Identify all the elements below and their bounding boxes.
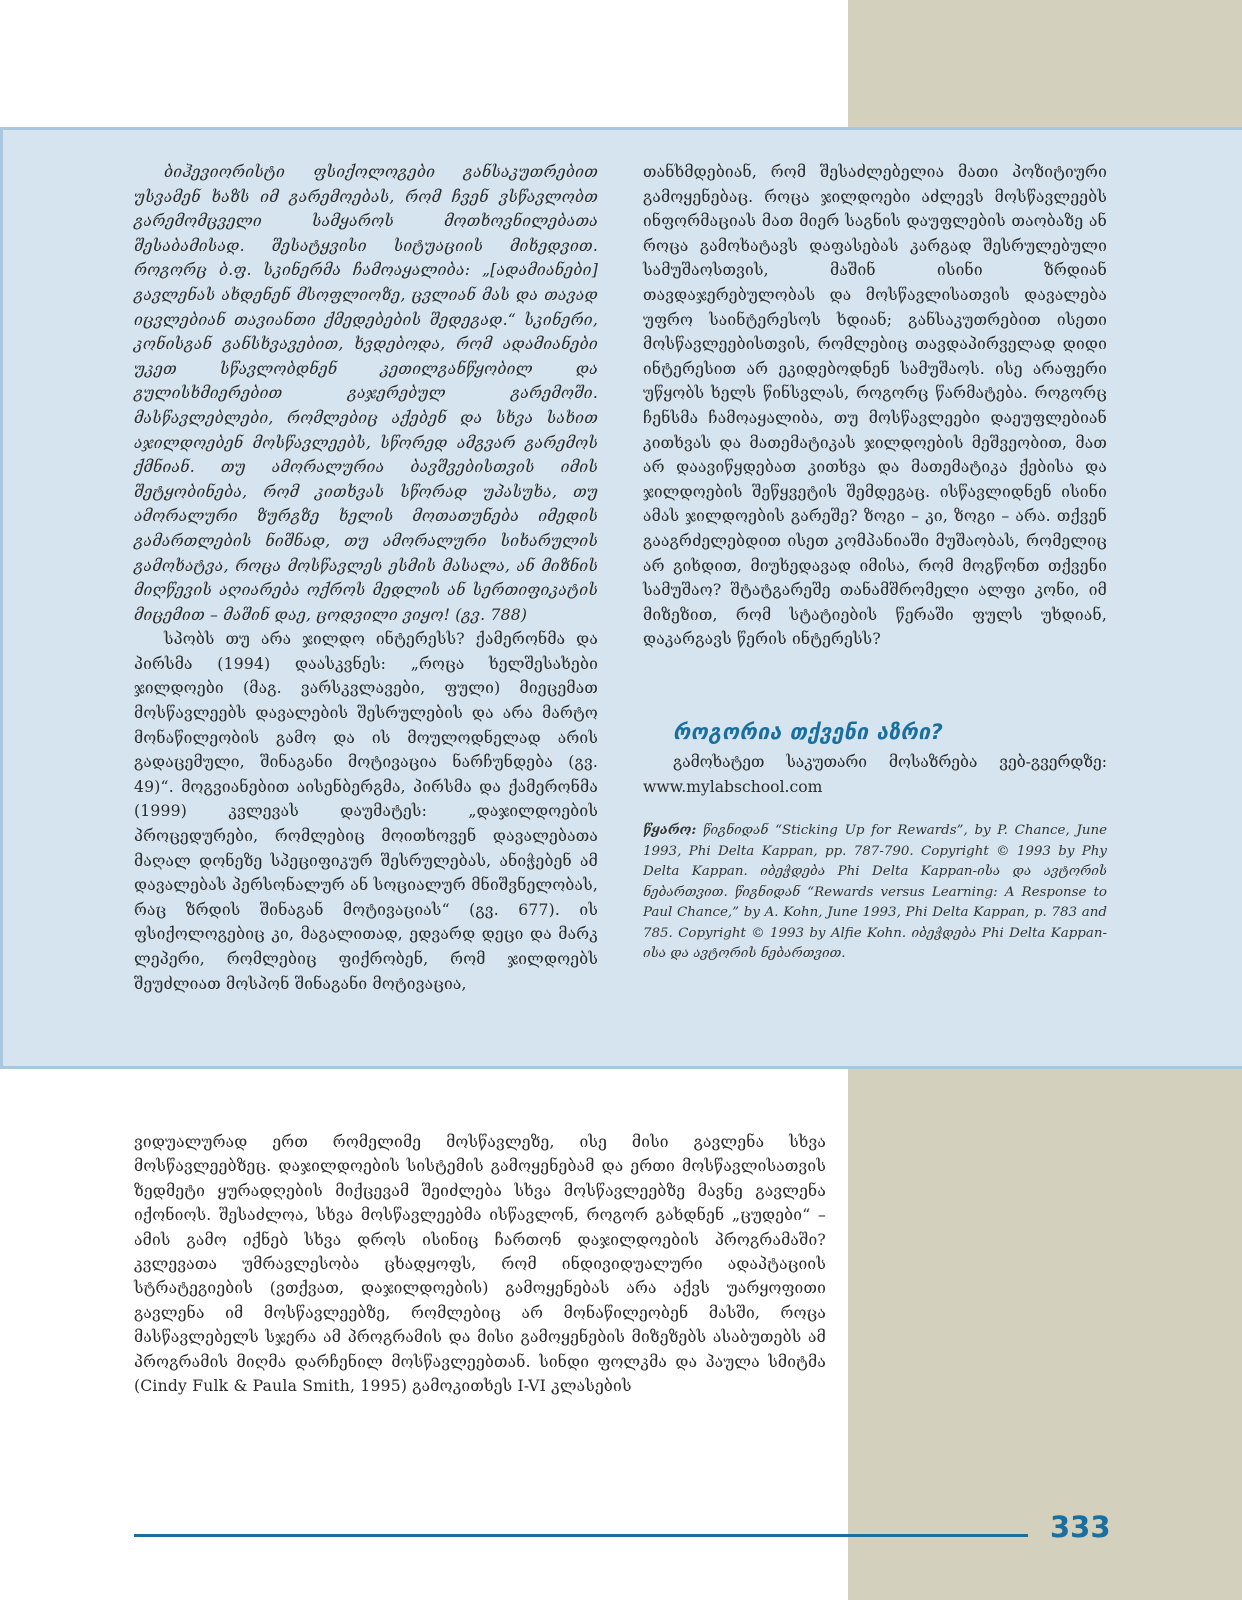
left-paragraph: სპობს თუ არა ჯილდო ინტერესს? ქამერონმა და პირსმა (1994) დაასკვნეს: „როცა ხელშესახები ჯილდოები (მაგ. ვარსკვლავები, ფული) მიეცემათ მოსწავლეებს დავალების შესრულების და არა მარტო მონაწილეობის გამო და ის მოულოდნელად არის გადაცემული, შინაგანი მოტივაცია ნარჩუნდება (გვ. 49)“. მოგვიანებით აისენბერგმა, პირსმა და ქამერონმა (1999) კვლევას დაუმატეს: „დაჯილდოების პროცედურები, რომლებიც მოითხოვენ დავალებათა მაღალ დონეზე სპეციფიკურ შესრულებას, ანიჭებენ ამ დავალებას პერსონალურ ან სოციალურ მნიშვნელობას, რაც ზრდის შინაგან მოტივაციას“ (გვ. 677). ის ფსიქოლოგებიც კი, მაგალითად, ედვარდ დეცი და მარკ ლეპერი, რომლებიც ფიქრობენ, რომ ჯილდოებს შეუძლიათ მოსპონ შინაგანი მოტივაცია, — [134, 630, 598, 993]
source-text: წიგნიდან “Sticking Up for Rewards”, by P. Chance, June 1993, Phi Delta Kappan, pp. 787-790. Copyright © 1993 by Phy Delta Kappan. იბეჭდება Phi Delta Kappan-ისა და ავტორის ნებართვით. წიგნიდან “Rewards versus Learning: A Response to Paul Chance,” by A. Kohn, June 1993, Phi Delta Kappan, p. 783 and 785. Copyright © 1993 by Alfie Kohn. იბეჭდება Phi Delta Kappan-ისა და ავტორის ნებართვით. — [643, 823, 1108, 961]
feature-right-column — [643, 160, 1107, 652]
body-text: ვიდუალურად ერთ რომელიმე მოსწავლეზე, ისე მისი გავლენა სხვა მოსწავლეებზეც. დაჯილდოების სისტემის გამოყენებამ და ერთი მოსწავლისათვის ზედმეტი ყურადღების მიქცევამ შეიძლება სხვა მოსწავლეებზე მავნე გავლენა იქონიოს. შესაძლოა, სხვა მოსწავლეებმა ისწავლონ, როგორ გახდნენ „ცუდები“ – ამის გამო იქნებ სხვა დროს ისინიც ჩართონ დაჯილდოების პროგრამაში? კვლევათა უმრავლესობა ცხადყოფს, რომ ინდივიდუალური ადაპტაციის სტრატეგიების (ვთქვათ, დაჯილდოების) გამოყენებას არა აქვს უარყოფითი გავლენა იმ მოსწავლეებზე, რომლებიც არ მონაწილეობენ მასში, როცა მასწავლებელს სჯერა ამ პროგრამის და მისი გამოყენების მიზეზებს ასაბუთებს ამ პროგრამის მიღმა დარჩენილ მოსწავლეებთან. სინდი ფოლკმა და პაულა სმიტმა (Cindy Fulk & Paula Smith, 1995) გამოკითხეს I-VI კლასების — [134, 1133, 826, 1396]
source-note — [643, 820, 1107, 965]
opinion-text: გამოხატეთ საკუთარი მოსაზრება ვებ-გვერდზე: www.mylabschool.com — [643, 753, 1107, 796]
page-number: 333 — [1050, 1510, 1111, 1544]
source-label: წყარო: — [643, 822, 697, 838]
right-paragraph: თანხმდებიან, რომ შესაძლებელია მათი პოზიტიური გამოყენებაც. როცა ჯილდოები აძლევს მოსწავლეებს ინფორმაციას მათ მიერ საგნის დაუფლების თაობაზე ან როცა გამოხატავს დაფასებას კარგად შესრულებული სამუშაოსთვის, მაშინ ისინი ზრდიან თავდაჯერებულობას და მოსწავლისათვის დავალება უფრო საინტერესოს ხდიან; განსაკუთრებით ისეთი მოსწავლეებისთვის, რომლებიც თავდაპირველად დიდი ინტერესით არ ეკიდებოდნენ სამუშაოს. ისე არაფერი უწყობს ხელს წინსვლას, როგორც წარმატება. როგორც ჩენსმა ჩამოაყალიბა, თუ მოსწავლეები დაეუფლებიან კითხვას და მათემატიკას ჯილდოების მეშვეობით, მათ არ დაავიწყდებათ კითხვა და მათემატიკა ქებისა და ჯილდოების შეწყვეტის შემდეგაც. ისწავლიდნენ ისინი ამას ჯილდოების გარეშე? ზოგი – კი, ზოგი – არა. თქვენ გააგრძელებდით ისეთ კომპანიაში მუშაობას, რომელიც არ გიხდით, მიუხედავად იმისა, რომ მოგწონთ თქვენი სამუშაო? შტატგარეშე თანამშრომელი ალფი კონი, იმ მიზეზით, რომ სტატიების წერაში ფულს უხდიან, დაკარგავს წერის ინტერესს? — [643, 163, 1107, 649]
opinion-title: როგორია თქვენი აზრი? — [673, 720, 944, 744]
feature-left-column — [134, 160, 598, 996]
footer-rule — [134, 1534, 1028, 1537]
skinner-quote: ბიჰევიორისტი ფსიქოლოგები განსაკუთრებით უსვამენ ხაზს იმ გარემოებას, რომ ჩვენ ვსწავლობთ გარემომცველი სამყაროს მოთხოვნილებათა შესაბამისად. შესატყვისი სიტუაციის მიხედვით. როგორც ბ.ფ. სკინერმა ჩამოაყალიბა: „[ადამიანები] გავლენას ახდენენ მსოფლიოზე, ცვლიან მას და თავად იცვლებიან თავიანთი ქმედებების შედეგად.“ სკინერი, კონისგან განსხვავებით, ხვდებოდა, რომ ადამიანები უკეთ სწავლობდნენ კეთილგანწყობილ და გულისხმიერებით გაჯერებულ გარემოში. მასწავლებლები, რომლებიც აქებენ და სხვა სახით აჯილდოებენ მოსწავლეებს, სწორედ ამგვარ გარემოს ქმნიან. თუ ამორალურია ბავშვებისთვის იმის შეტყობინება, რომ კითხვას სწორად უპასუხა, თუ ამორალური ზურგზე ხელის მოთათუნება იმედის გამართლების ნიშნად, თუ ამორალური სიხარულის გამოხატვა, როცა მოსწავლეს ესმის მასალა, ან მიზნის მიღწევის აღიარება ოქროს მედლის ან სერთიფიკატის მიცემით – მაშინ დაე, ცოდვილი ვიყო! (გვ. 788) — [134, 163, 598, 624]
opinion-section — [643, 720, 1107, 800]
